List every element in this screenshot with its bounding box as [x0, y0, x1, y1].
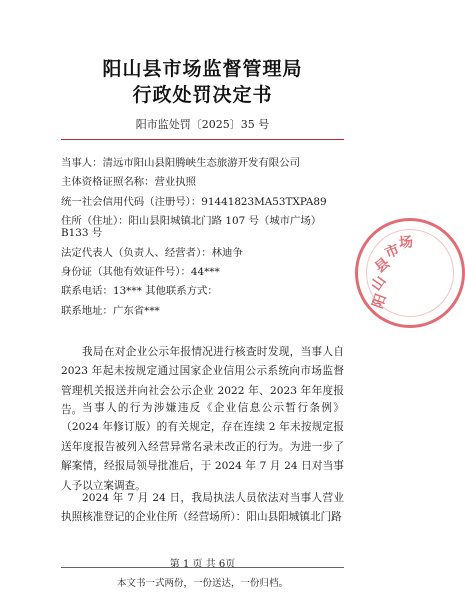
seal-char: 市	[382, 241, 402, 262]
page-number: 第 1 页 共 6页	[169, 559, 236, 570]
party-name: 当事人：清远市阳山县阳腾峡生态旅游开发有限公司	[61, 157, 300, 169]
contact-phone: 联系电话：13*** 其他联系方式：	[61, 285, 218, 298]
document-number: 阳市监处罚〔2025〕35 号	[135, 118, 270, 131]
id-number: 身份证（其他有效证件号）：44***	[61, 265, 220, 278]
party-info-block	[61, 157, 351, 324]
body-paragraph: 2024 年 7 月 24 日，我局执法人员依法对当事人营业执照核准登记的企业住所（经营场所）：阳山县阳城镇北门路	[61, 492, 344, 524]
document-title-line1: 阳山县市场监督管理局	[102, 58, 303, 80]
address: 住所（住址）：阳山县阳城镇北门路 107 号（城市广场）B133 号	[61, 215, 322, 240]
contact-address: 联系地址：广东省***	[61, 304, 160, 317]
license-type: 主体资格证照名称：营业执照	[61, 176, 197, 189]
legal-representative: 法定代表人（负责人、经营者）：林迪争	[61, 246, 243, 259]
footer-note: 本文书一式两份，一份送达，一份归档。	[116, 578, 288, 589]
document-title-line2: 行政处罚决定书	[132, 84, 273, 106]
footer-divider	[61, 567, 344, 568]
red-divider-line	[61, 139, 344, 140]
credit-code: 统一社会信用代码（注册号）：91441823MA53TXPA89	[61, 195, 327, 208]
body-paragraph: 我局在对企业公示年报情况进行核查时发现，当事人自 2023 年起未按规定通过国家企业信用公示系统向市场监督管理机关报送并向社会公示企业 2022 年、2023 年年度报告。	[61, 346, 344, 417]
seal-char: 场	[398, 234, 414, 252]
seal-char: 阳	[370, 292, 390, 311]
seal-char: 山	[368, 273, 390, 294]
body-paragraph: 当事人的行为涉嫌违反《企业信息公示暂行条例》（2024 年修订版）的有关规定，存在连续 2 年未按规定报送年度报告被列入经营异常名录未改正的行为。为进一步了解案情，经报局领导批准后，于 2024 年 7 月 24 日对当事人予以立案调查。	[61, 402, 344, 492]
official-seal-stamp	[355, 218, 465, 328]
seal-char: 县	[372, 255, 394, 277]
